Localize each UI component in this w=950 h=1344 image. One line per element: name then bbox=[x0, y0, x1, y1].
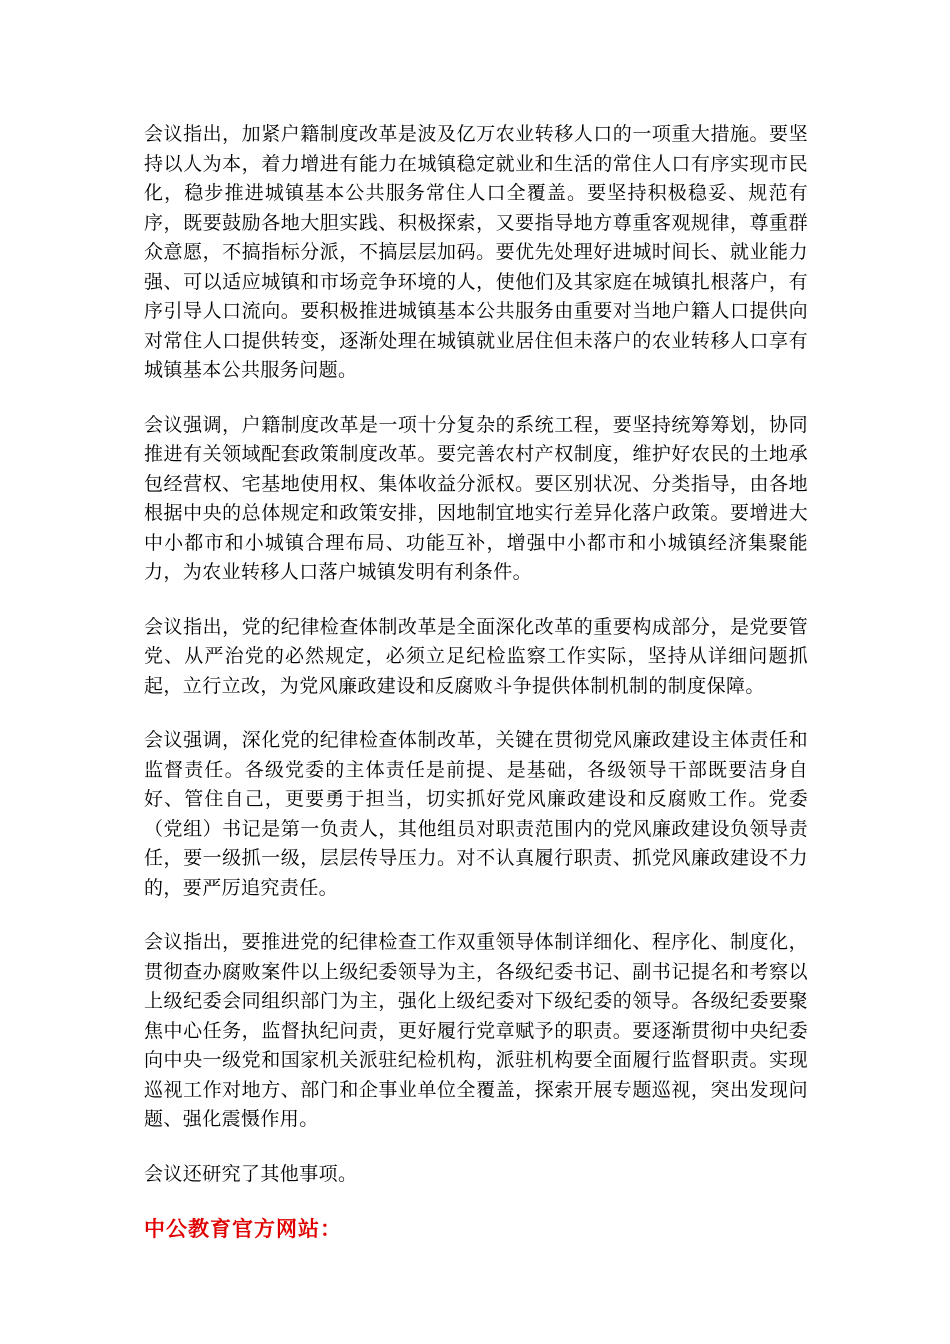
document-page bbox=[144, 120, 808, 1244]
paragraph-2: 会议强调，户籍制度改革是一项十分复杂的系统工程，要坚持统筹筹划，协同推进有关领域配套政策制度改革。要完善农村产权制度，维护好农民的土地承包经营权、宅基地使用权、集体收益分派权。要区别状况、分类指导，由各地根据中央的总体规定和政策安排，因地制宜地实行差异化落户政策。要增进大中小都市和小城镇合理布局、功能互补，增强中小都市和小城镇经济集聚能力，为农业转移人口落户城镇发明有利条件。 bbox=[144, 413, 808, 583]
paragraph-5: 会议指出，要推进党的纪律检查工作双重领导体制详细化、程序化、制度化，贯彻查办腐败案件以上级纪委领导为主，各级纪委书记、副书记提名和考察以上级纪委会同组织部门为主，强化上级纪委对下级纪委的领导。各级纪委要聚焦中心任务，监督执纪问责，更好履行党章赋予的职责。要逐渐贯彻中央纪委向中央一级党和国家机关派驻纪检机构，派驻机构要全面履行监督职责。实现巡视工作对地方、部门和企事业单位全覆盖，探索开展专题巡视，突出发现问题、强化震慑作用。 bbox=[144, 931, 808, 1130]
paragraph-6: 会议还研究了其他事项。 bbox=[144, 1162, 358, 1185]
official-website-heading: 中公教育官方网站： bbox=[144, 1217, 342, 1241]
paragraph-4: 会议强调，深化党的纪律检查体制改革，关键在贯彻党风廉政建设主体责任和监督责任。各级党委的主体责任是前提、是基础，各级领导干部既要洁身自好、管住自己，更要勇于担当，切实抓好党风廉政建设和反腐败工作。党委（党组）书记是第一负责人，其他组员对职责范围内的党风廉政建设负领导责任，要一级抓一级，层层传导压力。对不认真履行职责、抓党风廉政建设不力的，要严厉追究责任。 bbox=[144, 729, 808, 899]
paragraph-3: 会议指出，党的纪律检查体制改革是全面深化改革的重要构成部分，是党要管党、从严治党的必然规定，必须立足纪检监察工作实际，坚持从详细问题抓起，立行立改，为党风廉政建设和反腐败斗争提供体制机制的制度保障。 bbox=[144, 615, 808, 697]
paragraph-1: 会议指出，加紧户籍制度改革是波及亿万农业转移人口的一项重大措施。要坚持以人为本，着力增进有能力在城镇稳定就业和生活的常住人口有序实现市民化，稳步推进城镇基本公共服务常住人口全覆盖。要坚持积极稳妥、规范有序，既要鼓励各地大胆实践、积极探索，又要指导地方尊重客观规律，尊重群众意愿，不搞指标分派，不搞层层加码。要优先处理好进城时间长、就业能力强、可以适应城镇和市场竞争环境的人，使他们及其家庭在城镇扎根落户，有序引导人口流向。要积极推进城镇基本公共服务由重要对当地户籍人口提供向对常住人口提供转变，逐渐处理在城镇就业居住但未落户的农业转移人口享有城镇基本公共服务问题。 bbox=[144, 123, 808, 381]
